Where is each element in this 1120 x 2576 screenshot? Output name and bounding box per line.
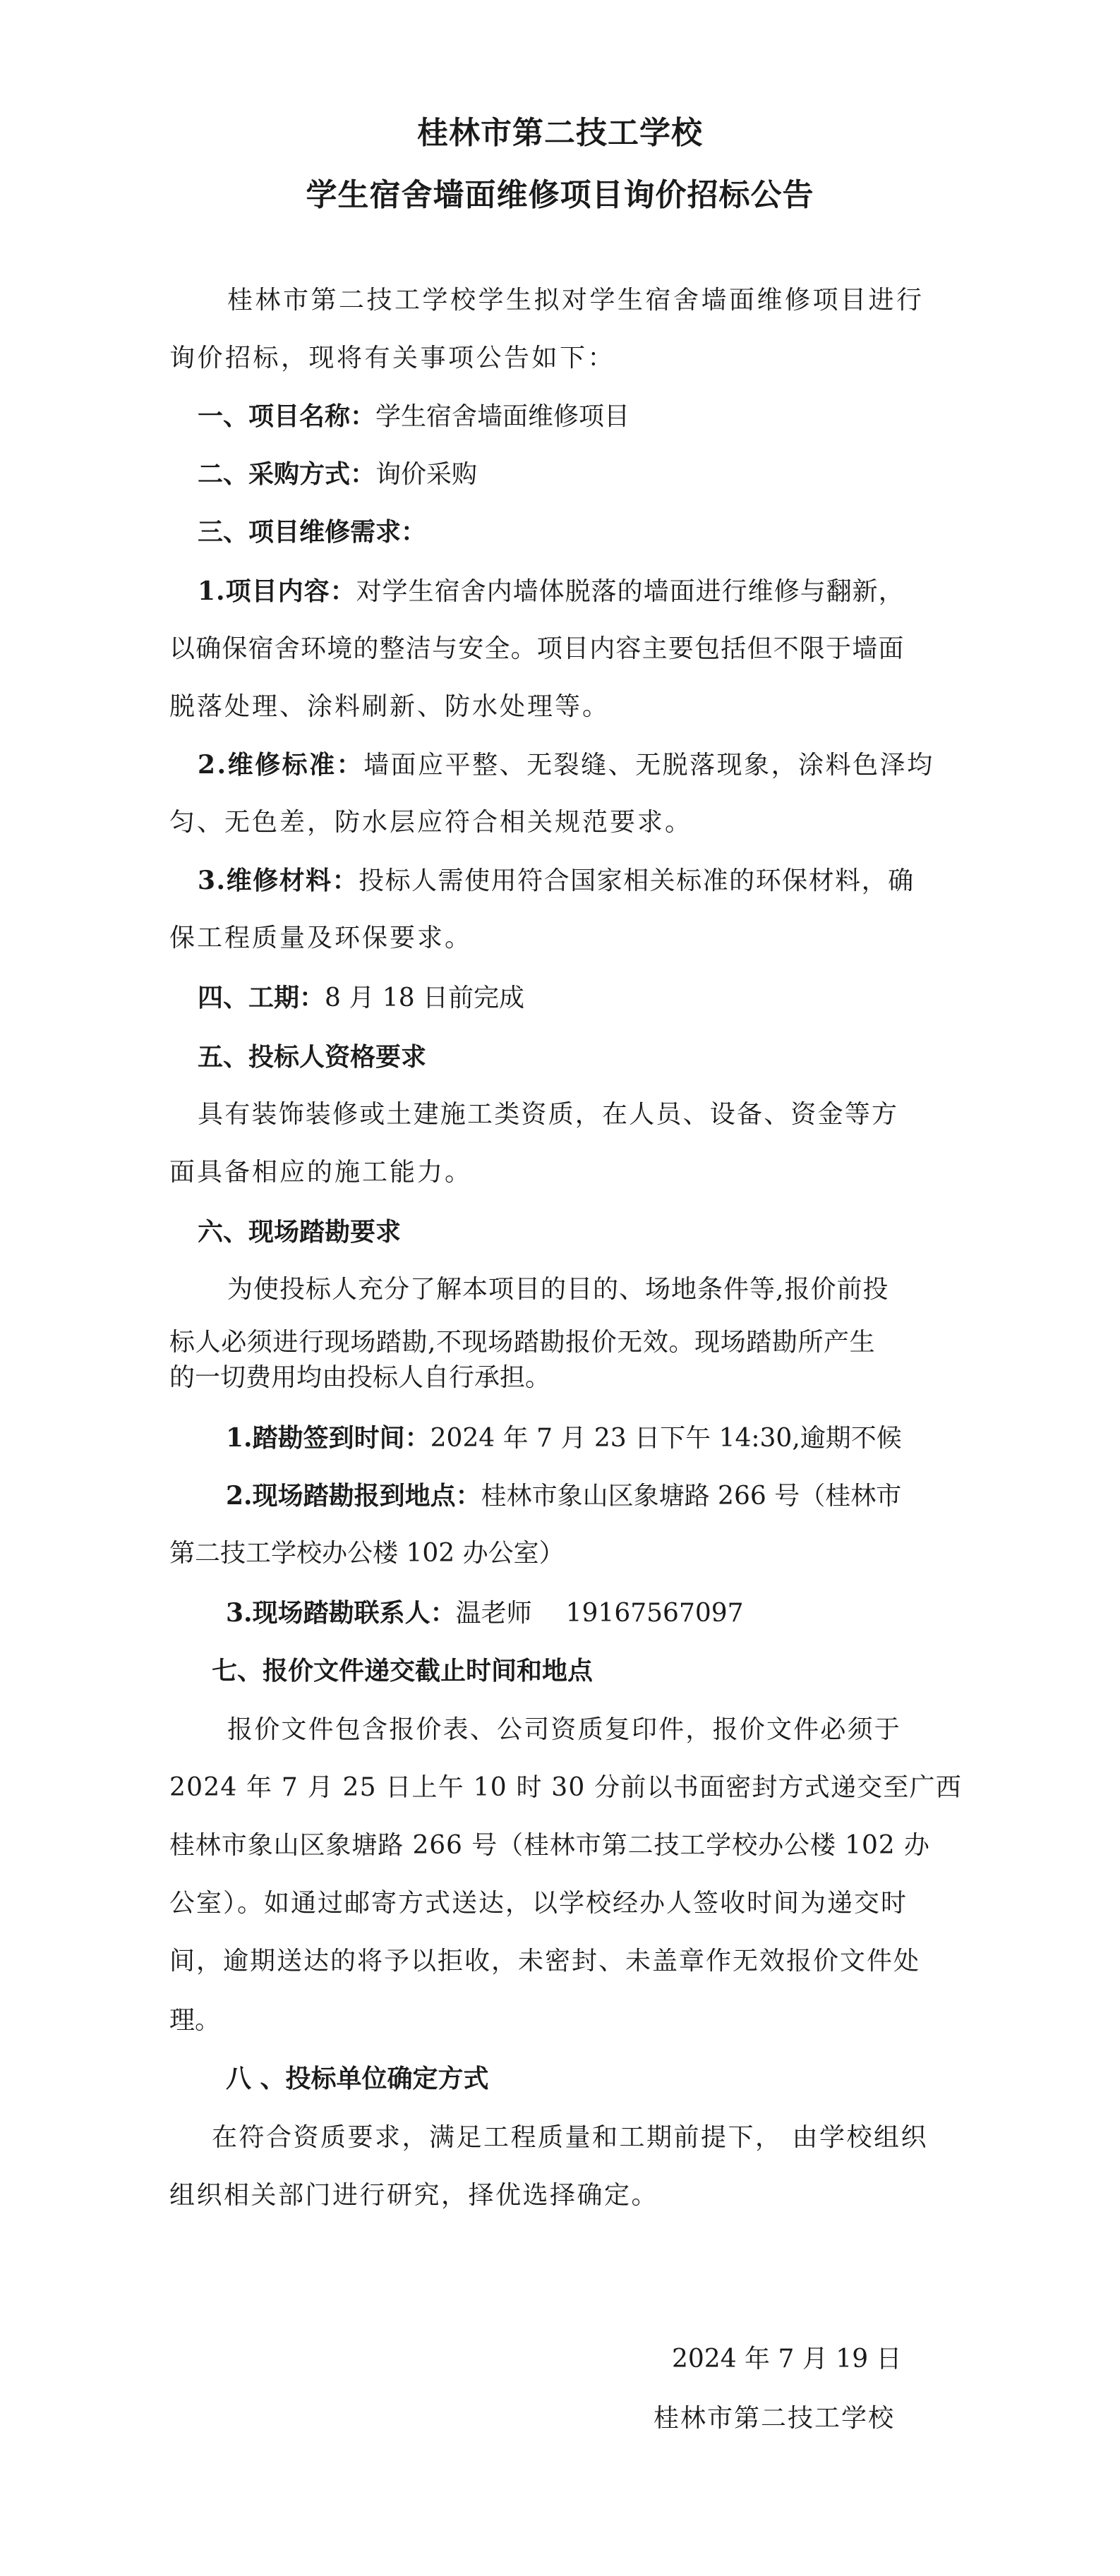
procurement-method-label: 二、采购方式： — [198, 459, 376, 489]
req-standard-label: 2.维修标准： — [198, 750, 364, 780]
site-visit-line-2: 标人必须进行现场踏勘,不现场踏勘报价无效。现场踏勘所产生 — [169, 1328, 876, 1357]
project-name-value: 学生宿舍墙面维修项目 — [375, 402, 630, 431]
footer-date: 2024 年 7 月 19 日 — [672, 2345, 902, 2374]
req-material-row — [198, 868, 915, 894]
site-visit-heading: 六、现场踏勘要求 — [198, 1217, 402, 1247]
qualification-heading: 五、投标人资格要求 — [198, 1042, 427, 1072]
requirements-heading: 三、项目维修需求： — [198, 517, 427, 547]
submission-line-1: 报价文件包含报价表、公司资质复印件，报价文件必须于 — [227, 1715, 902, 1744]
site-visit-time-value: 2024 年 7 月 23 日下午 14:30,逾期不候 — [430, 1424, 902, 1453]
school-title: 桂林市第二技工学校 — [417, 115, 703, 151]
site-visit-place-label: 2.现场踏勘报到地点： — [226, 1481, 481, 1511]
procurement-method-row — [198, 461, 477, 488]
site-visit-contact-label: 3.现场踏勘联系人： — [226, 1598, 456, 1628]
req-content-label: 1.项目内容： — [198, 576, 356, 606]
submission-line-5: 间，逾期送达的将予以拒收，未密封、未盖章作无效报价文件处 — [169, 1947, 921, 1976]
footer-organization: 桂林市第二技工学校 — [654, 2404, 896, 2433]
submission-line-3: 桂林市象山区象塘路 266 号（桂林市第二技工学校办公楼 102 办 — [169, 1831, 930, 1860]
site-visit-line-3: 的一切费用均由投标人自行承担。 — [169, 1363, 551, 1392]
req-standard-line-2: 匀、无色差，防水层应符合相关规范要求。 — [169, 808, 693, 837]
req-standard-line-1: 墙面应平整、无裂缝、无脱落现象，涂料色泽均 — [363, 751, 934, 780]
submission-line-2: 2024 年 7 月 25 日上午 10 时 30 分前以书面密封方式递交至广西 — [169, 1773, 962, 1802]
submission-line-4: 公室）。如通过邮寄方式送达，以学校经办人签收时间为递交时 — [169, 1889, 908, 1918]
req-material-line-1: 投标人需使用符合国家相关标准的环保材料，确 — [359, 866, 915, 895]
project-name-label: 一、项目名称： — [198, 401, 376, 431]
procurement-method-value: 询价采购 — [375, 460, 478, 489]
submission-line-6: 理。 — [169, 2006, 221, 2035]
site-visit-time-row — [226, 1425, 902, 1451]
site-visit-time-label: 1.踏勘签到时间： — [226, 1423, 430, 1453]
site-visit-contact-name: 温老师 — [455, 1599, 532, 1628]
intro-line-2: 询价招标，现将有关事项公告如下： — [169, 344, 616, 373]
site-visit-contact-phone: 19167567097 — [565, 1599, 744, 1628]
announcement-title: 学生宿舍墙面维修项目询价招标公告 — [306, 177, 814, 213]
site-visit-place-value: 桂林市象山区象塘路 266 号（桂林市 — [481, 1482, 902, 1511]
req-standard-row — [198, 752, 934, 778]
req-material-label: 3.维修材料： — [198, 866, 359, 895]
req-content-line-2: 以确保宿舍环境的整洁与安全。项目内容主要包括但不限于墙面 — [169, 634, 905, 663]
award-line-1: 在符合资质要求，满足工程质量和工期前提下， 由学校组织 — [212, 2123, 928, 2152]
project-name-row — [198, 401, 630, 431]
site-visit-place-cont: 第二技工学校办公楼 102 办公室） — [169, 1539, 565, 1568]
site-visit-contact-row — [226, 1600, 744, 1626]
req-content-line-3: 脱落处理、涂料刷新、防水处理等。 — [169, 692, 610, 721]
qualification-line-2: 面具备相应的施工能力。 — [169, 1158, 473, 1187]
req-content-line-1: 对学生宿舍内墙体脱落的墙面进行维修与翻新， — [356, 577, 905, 606]
award-line-2: 组织相关部门进行研究，择优选择确定。 — [169, 2181, 659, 2210]
schedule-row — [198, 985, 524, 1011]
req-content-row — [198, 576, 905, 606]
intro-line-1: 桂林市第二技工学校学生拟对学生宿舍墙面维修项目进行 — [227, 286, 925, 315]
submission-heading: 七、报价文件递交截止时间和地点 — [212, 1656, 594, 1686]
qualification-line-1: 具有装饰装修或土建施工类资质，在人员、设备、资金等方 — [198, 1100, 899, 1129]
site-visit-line-1: 为使投标人充分了解本项目的目的、场地条件等,报价前投 — [227, 1275, 889, 1304]
award-heading: 八 、投标单位确定方式 — [226, 2064, 489, 2093]
schedule-label: 四、工期： — [198, 983, 325, 1012]
site-visit-place-row — [226, 1483, 901, 1509]
req-material-line-2: 保工程质量及环保要求。 — [169, 924, 473, 953]
schedule-value: 8 月 18 日前完成 — [325, 984, 525, 1012]
